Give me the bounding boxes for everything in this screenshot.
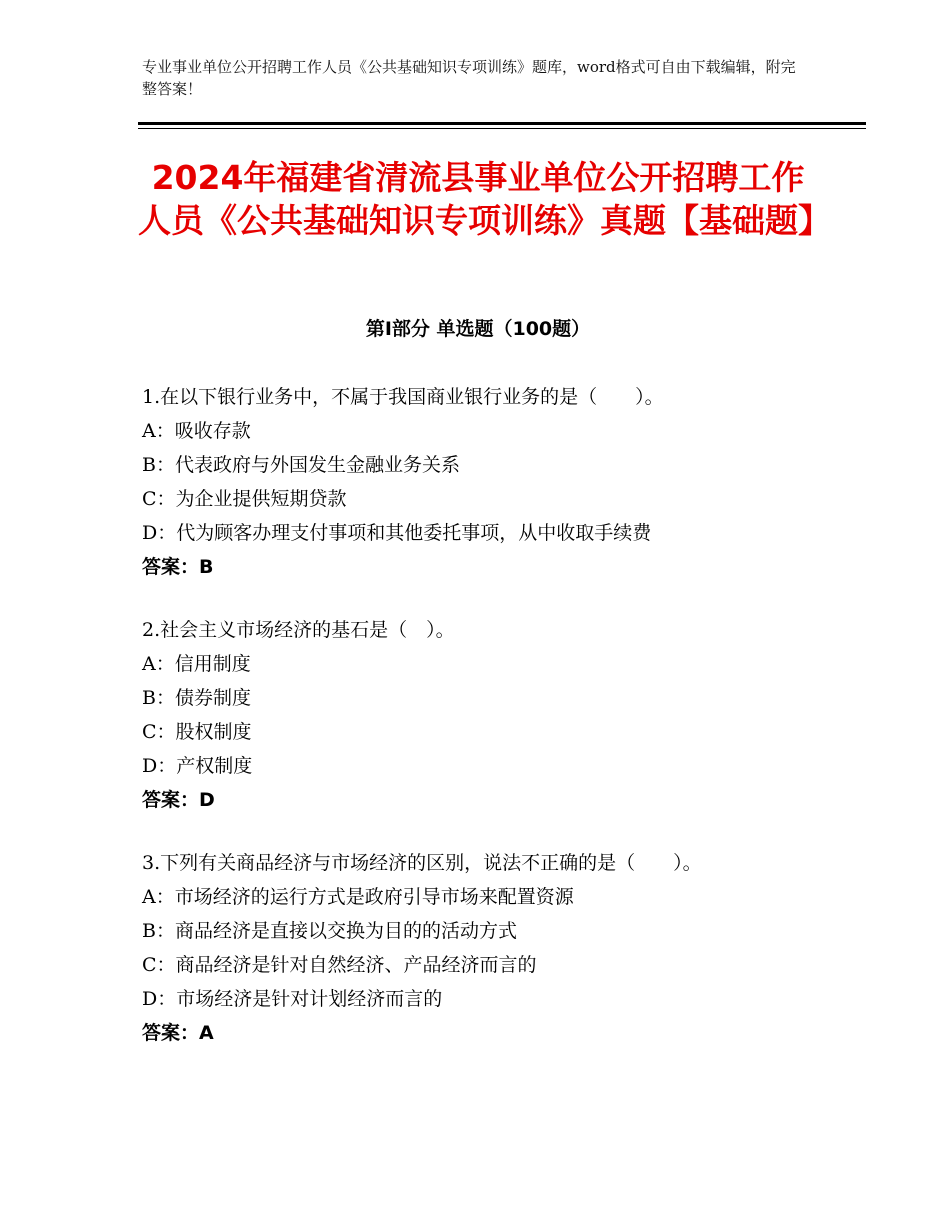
option-a: A：市场经济的运行方式是政府引导市场来配置资源 [142, 886, 574, 908]
header-rule-thin [138, 128, 866, 129]
question-3 [142, 846, 842, 1050]
answer: 答案：B [142, 556, 214, 578]
document-title: 2024年福建省清流县事业单位公开招聘工作人员《公共基础知识专项训练》真题【基础题】 [138, 158, 831, 240]
question-list [142, 380, 842, 1079]
section-title: 第Ⅰ部分 单选题（100题） [365, 318, 591, 340]
question-stem: 3.下列有关商品经济与市场经济的区别，说法不正确的是（ ）。 [142, 852, 702, 874]
question-stem: 1.在以下银行业务中，不属于我国商业银行业务的是（ ）。 [142, 386, 664, 408]
option-c: C：商品经济是针对自然经济、产品经济而言的 [142, 954, 537, 976]
option-b: B：商品经济是直接以交换为目的的活动方式 [142, 920, 517, 942]
question-2 [142, 613, 842, 817]
option-b: B：代表政府与外国发生金融业务关系 [142, 454, 460, 476]
header-note: 专业事业单位公开招聘工作人员《公共基础知识专项训练》题库，word格式可自由下载编辑，附完整答案！ [142, 58, 796, 98]
question-1 [142, 380, 842, 584]
option-d: D：代为顾客办理支付事项和其他委托事项，从中收取手续费 [142, 522, 652, 544]
option-c: C：为企业提供短期贷款 [142, 488, 347, 510]
option-c: C：股权制度 [142, 721, 252, 743]
answer: 答案：D [142, 789, 215, 811]
answer: 答案：A [142, 1022, 214, 1044]
option-d: D：市场经济是针对计划经济而言的 [142, 988, 443, 1010]
header-rule-thick [138, 122, 866, 125]
option-a: A：吸收存款 [142, 420, 251, 442]
option-a: A：信用制度 [142, 653, 251, 675]
question-stem: 2.社会主义市场经济的基石是（ ）。 [142, 619, 455, 641]
option-d: D：产权制度 [142, 755, 253, 777]
option-b: B：债券制度 [142, 687, 251, 709]
